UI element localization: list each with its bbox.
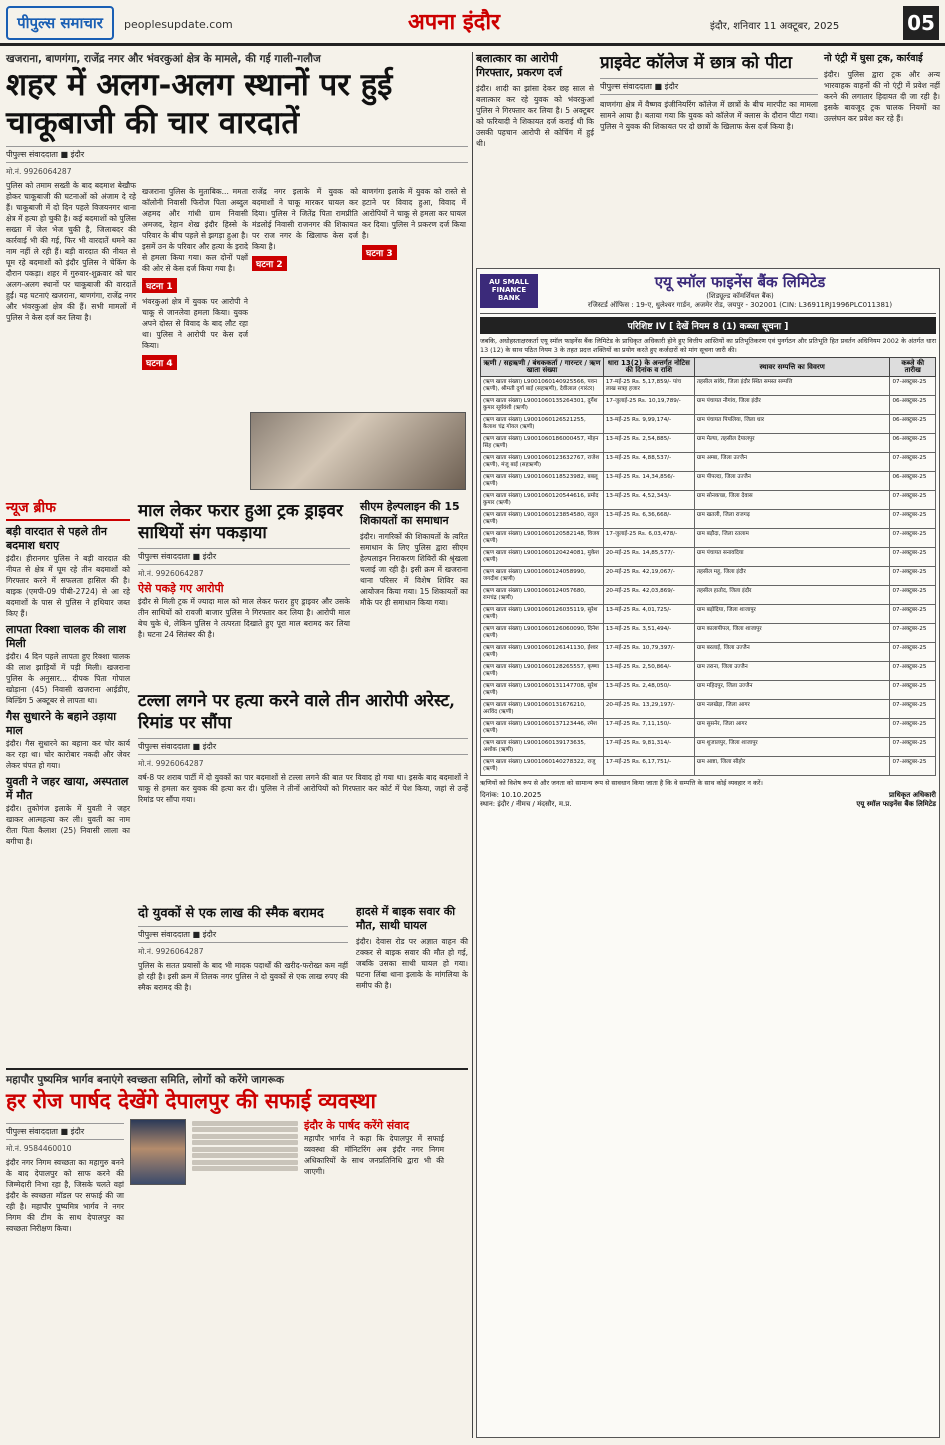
notice-cell-notice: 13-मई-25 Rs. 14,34,856/- <box>603 472 694 491</box>
notice-cell-property: ग्राम बड़ौदा, जिला रतलाम <box>694 529 890 548</box>
incident-3-tag: घटना 3 <box>362 245 397 260</box>
notice-cell-borrower: (ऋण खाता संख्या) L9001060140278322, राजू (ऋणी) <box>481 757 604 776</box>
notice-cell-property: ग्राम बड़ोदिया, जिला शाजापुर <box>694 605 890 624</box>
notice-cell-property: ग्राम नलखेड़ा, जिला आगर <box>694 700 890 719</box>
notice-cell-date: 07-अक्टूबर-25 <box>890 567 936 586</box>
column-divider <box>472 52 473 1438</box>
notice-row <box>481 453 936 472</box>
notice-cell-date: 07-अक्टूबर-25 <box>890 605 936 624</box>
notice-intro: जबकि, अधोहस्ताक्षरकर्ता एयू स्मॉल फाइनेंस बैंक लिमिटेड के प्राधिकृत अधिकारी होने हुए वित्तीय आस्तियों का प्रतिभूतिकरण एवं पुनर्गठन और प्रतिभूति हित प्रवर्तन अधिनियम 2002 के अंतर्गत धारा 13 (12) के साथ पठित नियम 3 के तहत प्रदत्त शक्तियों का प्रयोग करते हुए कर्जदारों को मांग सूचना जारी की। <box>480 337 936 354</box>
notice-cell-property: ग्राम सोनकच्छ, जिला देवास <box>694 491 890 510</box>
notice-row <box>481 396 936 415</box>
section-title: अपना इंदौर <box>408 9 501 35</box>
notice-cell-property: ग्राम मेल्या, तहसील देपालपुर <box>694 434 890 453</box>
murder-body: वर्ष-8 पर शराब पार्टी में दो युवकों का पार बदमाशों से टल्ला लगने की बात पर विवाद हो गया था। इसके बाद बदमाशों ने चाकू से हमला कर युवक की हत्या कर दी। पुलिस ने तीनों आरोपियों को गिरफ्तार कर कोर्ट में पेश किया, जहां से उन्हें रिमांड पर सौंपा गया। <box>138 773 468 804</box>
rape-body: इंदौर। शादी का झांसा देकर छह साल से बलात्कार कर रहे युवक को भंवरकुआं पुलिस ने गिरफ्तार कर लिया है। 5 अक्टूबर को फरियादी ने शिकायत दर्ज कराई थी कि उसकी पहचान आरोपी से कोचिंग में हुई थी। <box>476 84 594 148</box>
notice-cell-date: 07-अक्टूबर-25 <box>890 491 936 510</box>
notice-cell-borrower: (ऋण खाता संख्या) L9001060128265557, कृष्णा (ऋणी) <box>481 662 604 681</box>
lead-body: पुलिस को तमाम सख्ती के बाद बदमाश बेखौफ होकर चाकूबाजी की घटनाओं को अंजाम दे रहे हैं। चाकूबाजी में दो दिन पहले विजयनगर थाना क्षेत्र में हत्या हो चुकी है। कई बदमाशों को पुलिस सख्ता में जेल भेज चुकी है, जिलाबदर की कार्रवाई भी की गई, फिर भी वारदातें थमने का नाम नहीं ले रही हैं। बड़ी वारदात की नीयत से घूम रहे बदमाशों को इंदौर पुलिस ने चेकिंग के दौरान पकड़ा। शहर में गुरुवार-शुक्रवार को चार अलग-अलग स्थानों पर चाकूबाजी की वारदातें हुईं। यह घटनाएं खजराना, बाणगंगा, राजेंद्र नगर और भंवरकुआं क्षेत्र की हैं। सभी मामलों में पुलिस ने केस दर्ज कर लिया है। <box>6 181 136 322</box>
masthead <box>0 0 945 46</box>
notice-cell-date: 07-अक्टूबर-25 <box>890 719 936 738</box>
notice-cell-date: 07-अक्टूबर-25 <box>890 453 936 472</box>
notice-cell-borrower: (ऋण खाता संख्या) L9001060124058990, जगदीश (ऋणी) <box>481 567 604 586</box>
notice-row <box>481 472 936 491</box>
notice-cell-date: 07-अक्टूबर-25 <box>890 586 936 605</box>
notice-cell-borrower: (ऋण खाता संख्या) L9001060126521255, कैलाश चंद्र गोयल (ऋणी) <box>481 415 604 434</box>
accident-story <box>356 905 468 1065</box>
notice-row <box>481 434 936 453</box>
notice-row <box>481 377 936 396</box>
notice-cell-date: 06-अक्टूबर-25 <box>890 434 936 453</box>
bank-possession-notice <box>476 268 940 1438</box>
notice-cell-notice: 17-मई-25 Rs. 5,17,859/- पांच लाख सत्रह हजार <box>603 377 694 396</box>
notice-cell-notice: 13-मई-25 Rs. 4,01,725/- <box>603 605 694 624</box>
notice-cell-notice: 13-मई-25 Rs. 4,88,537/- <box>603 453 694 472</box>
notice-cell-borrower: (ऋण खाता संख्या) L9001060126141130, ईश्वर (ऋणी) <box>481 643 604 662</box>
notice-cell-property: ग्राम अम्बा, जिला उज्जैन <box>694 453 890 472</box>
notice-cell-notice: 20-मई-25 Rs. 42,03,869/- <box>603 586 694 605</box>
mayor-story <box>6 1068 468 1438</box>
notice-cell-date: 07-अक्टूबर-25 <box>890 377 936 396</box>
notice-cell-property: ग्राम आष्टा, जिला सीहोर <box>694 757 890 776</box>
noentry-story <box>824 52 940 262</box>
incident-2-text: राजेंद्र नगर इलाके में युवक को बदमाशों ने चाकू मारकर घायल कर दिया। पुलिस ने जितेंद्र पिता रामप्रीति मंडलोई निवासी राजनगर की शिकायत पर राज नगर के खिलाफ केस दर्ज किया है। <box>252 187 358 251</box>
brief-2-text: इंदौर। 4 दिन पहले लापता हुए रिक्शा चालक की लाश झाड़ियों में पड़ी मिली। खजराना पुलिस के अनुसार... दीपक पिता गोपाल खोड़ाना (45) निवासी खजराना आईडीए, बिल्डिंग 5 अक्टूबर से लापता था। <box>6 652 130 705</box>
mayor-photo <box>130 1119 186 1185</box>
notice-cell-notice: 17-मई-25 Rs. 6,17,751/- <box>603 757 694 776</box>
truck-headline[interactable]: माल लेकर फरार हुआ ट्रक ड्राइवर साथियों संग पकड़ाया <box>138 501 343 543</box>
col-property: स्थावर सम्पत्ति का विवरण <box>694 358 890 377</box>
notice-row <box>481 491 936 510</box>
notice-cell-property: तहसील हातोद, जिला इंदौर <box>694 586 890 605</box>
rape-story <box>476 52 594 262</box>
mayor-body-cont <box>192 1121 298 1172</box>
notice-date: दिनांक: 10.10.2025 <box>480 790 542 799</box>
notice-cell-notice: 17-जुलाई-25 Rs. 10,19,789/- <box>603 396 694 415</box>
murder-mobile: मो.नं. 9926064287 <box>138 759 204 768</box>
smack-mobile: मो.नं. 9926064287 <box>138 947 204 956</box>
notice-row <box>481 757 936 776</box>
notice-cell-date: 06-अक्टूबर-25 <box>890 472 936 491</box>
notice-cell-date: 07-अक्टूबर-25 <box>890 624 936 643</box>
col-date: कब्जे की तारीख <box>890 358 936 377</box>
notice-cell-notice: 20-मई-25 Rs. 42,19,067/- <box>603 567 694 586</box>
truck-byline: पीपुल्स संवाददाता ■ इंदौर <box>138 548 350 565</box>
notice-cell-borrower: (ऋण खाता संख्या) L9001060131676210, अरविंद (ऋणी) <box>481 700 604 719</box>
mayor-body: इंदौर नगर निगम स्वच्छता का महागुरु बनने के बाद देपालपुर को साफ करने की जिम्मेदारी निभा रहा है, जिसके चलते वहां इंदौर के स्वच्छता मॉडल पर सफाई की जा रही है। महापौर पुष्यमित्र भार्गव ने नगर निगम की टीम के साथ देपालपुर का स्वच्छता निरीक्षण किया। <box>6 1158 124 1233</box>
brief-2-headline[interactable]: लापता रिक्शा चालक की लाश मिली <box>6 623 126 650</box>
notice-cell-date: 07-अक्टूबर-25 <box>890 510 936 529</box>
notice-cell-property: ग्राम कालापीपल, जिला शाजापुर <box>694 624 890 643</box>
mayor-kicker: महापौर पुष्यमित्र भार्गव बनाएंगे स्वच्छता समिति, लोगों को करेंगे जागरूक <box>6 1074 284 1086</box>
notice-cell-property: ग्राम खतली, जिला राजगढ़ <box>694 510 890 529</box>
notice-place: स्थान: इंदौर / नीमच / मंदसौर, म.प्र. <box>480 799 572 808</box>
notice-cell-notice: 13-मई-25 Rs. 4,52,343/- <box>603 491 694 510</box>
notice-cell-date: 07-अक्टूबर-25 <box>890 757 936 776</box>
notice-cell-date: 06-अक्टूबर-25 <box>890 396 936 415</box>
notice-row <box>481 529 936 548</box>
notice-cell-date: 07-अक्टूबर-25 <box>890 662 936 681</box>
notice-cell-notice: 13-मई-25 Rs. 2,54,885/- <box>603 434 694 453</box>
brief-1-text: इंदौर। हीरानगर पुलिस ने बड़ी वारदात की नीयत से क्षेत्र में घूम रहे तीन बदमाशों को गिरफ्तार करने में सफलता हासिल की है। बाइक (एमपी-09 पीबी-2724) से आ रहे बदमाशों के पास से पुलिस ने हथियार जब्त किए हैं। <box>6 554 130 618</box>
brief-4-text: इंदौर। तुकोगंज इलाके में युवती ने जहर खाकर आत्महत्या कर ली। युवती का नाम रीता पिता कैलाश (25) निवासी लाला का बगीचा है। <box>6 804 130 846</box>
notice-cell-borrower: (ऋण खाता संख्या) L9001060124057680, रामचंद्र (ऋणी) <box>481 586 604 605</box>
murder-byline: पीपुल्स संवाददाता ■ इंदौर <box>138 738 468 755</box>
notice-cell-borrower: (ऋण खाता संख्या) L9001060123632767, राजेश (ऋणी), मंजू बाई (सहऋणी) <box>481 453 604 472</box>
notice-row <box>481 605 936 624</box>
notice-cell-borrower: (ऋण खाता संख्या) L9001060123854580, राहुल (ऋणी) <box>481 510 604 529</box>
lead-headline[interactable]: शहर में अलग-अलग स्थानों पर हुई चाकूबाजी की चार वारदातें <box>6 67 393 141</box>
notice-cell-notice: 17-जुलाई-25 Rs. 6,03,478/- <box>603 529 694 548</box>
smack-byline: पीपुल्स संवाददाता ■ इंदौर <box>138 926 348 943</box>
notice-table <box>480 357 936 776</box>
notice-cell-property: ग्राम बरलाई, जिला उज्जैन <box>694 643 890 662</box>
helpline-body: इंदौर। नागरिकों की शिकायतों के त्वरित समाधान के लिए पुलिस द्वारा सीएम हेल्पलाइन निराकरण शिविरों की श्रृंखला चलाई जा रही है। इसी क्रम में खजराना थाना परिसर में विशेष शिविर का आयोजन किया गया। 15 शिकायतों का मौके पर ही समाधान किया गया। <box>360 532 468 607</box>
notice-cell-date: 07-अक्टूबर-25 <box>890 738 936 757</box>
notice-cell-property: ग्राम सुसनेर, जिला आगर <box>694 719 890 738</box>
notice-cell-property: तहसील महू, जिला इंदौर <box>694 567 890 586</box>
notice-cell-date: 07-अक्टूबर-25 <box>890 548 936 567</box>
crime-scene-photo <box>250 412 466 490</box>
notice-row <box>481 700 936 719</box>
notice-cell-property: ग्राम पीपल्दा, जिला उज्जैन <box>694 472 890 491</box>
college-headline[interactable]: प्राइवेट कॉलेज में छात्र को पीटा <box>600 53 792 73</box>
notice-row <box>481 548 936 567</box>
notice-cell-date: 07-अक्टूबर-25 <box>890 681 936 700</box>
notice-cell-notice: 20-मई-25 Rs. 14,85,577/- <box>603 548 694 567</box>
col-borrower: ऋणी / सहऋणी / बंधककर्ता / गारन्टर / ऋण खाता संख्या <box>481 358 604 377</box>
incident-1-text: खजराना पुलिस के मुताबिक... ममता कॉलोनी निवासी फिरोज पिता अब्दुल अहमद और गांधी ग्राम निवासी अमजद, रेहान शेख इंदौर हिस्से के परिवार के बीच पहले से झगड़ा हुआ है। इसमें उन के परिवार और हत्या के इरादे से हमला किया गया। कल दोनों पक्षों की ओर से केस दर्ज किया गया है। <box>142 187 248 273</box>
lead-mobile: मो.नं. 9926064287 <box>6 167 72 176</box>
notice-cell-notice: 13-मई-25 Rs. 2,48,050/- <box>603 681 694 700</box>
notice-cell-property: ग्राम महिदपुर, जिला उज्जैन <box>694 681 890 700</box>
signatory-org: एयू स्मॉल फाइनेंस बैंक लिमिटेड <box>856 799 936 808</box>
noentry-body: इंदौर। पुलिस द्वारा ट्रक और अन्य भारवाहक वाहनों की नो एंट्री में प्रवेश नहीं करने की लगातार हिदायत दी जा रही है। इसके बावजूद ट्रक चालक नियमों का उल्लंघन कर प्रवेश कर रहे हैं। <box>824 70 940 123</box>
notice-cell-borrower: (ऋण खाता संख्या) L9001060135264301, दुर्गेश कुमार सूर्यवंशी (ऋणी) <box>481 396 604 415</box>
lead-byline: पीपुल्स संवाददाता ■ इंदौर <box>6 146 468 163</box>
notice-cell-property: ग्राम तराना, जिला उज्जैन <box>694 662 890 681</box>
incident-3-text: बाणगंगा इलाके में युवक को रास्ते से हटाने पर विवाद हुआ, विवाद में आरोपियों ने चाकू से हमला कर घायल कर दिया। पुलिस ने प्रकरण दर्ज किया है। <box>362 187 466 240</box>
notice-cell-property: ग्राम पंचायत पिपलिया, जिला धार <box>694 415 890 434</box>
notice-cell-property: ग्राम शुजालपुर, जिला शाजापुर <box>694 738 890 757</box>
ad-address: रजिस्टर्ड ऑफिस : 19-ए, धुलेश्वर गार्डन, अजमेर रोड, जयपुर - 302001 (CIN: L36911RJ1996PLC011381) <box>587 301 893 309</box>
notice-cell-borrower: (ऋण खाता संख्या) L9001060139173635, अशोक (ऋणी) <box>481 738 604 757</box>
mayor-side-headline[interactable]: इंदौर के पार्षद करेंगे संवाद <box>304 1119 410 1132</box>
notice-footer: ऋणियों को विशेष रूप से और जनता को सामान्य रूप से सावधान किया जाता है कि वे सम्पत्ति के साथ कोई व्यवहार न करें। <box>480 779 763 787</box>
notice-row <box>481 510 936 529</box>
incident-2-tag: घटना 2 <box>252 256 287 271</box>
newspaper-logo[interactable]: पीपुल्स समाचार <box>6 6 114 40</box>
accident-body: इंदौर। देवास रोड पर अज्ञात वाहन की टक्कर से बाइक सवार की मौत हो गई, जबकि उसका साथी घायल हो गया। घटना लिंबा थाना इलाके के मांगलिया के समीप की है। <box>356 937 468 990</box>
ad-title: एयू स्मॉल फाइनेंस बैंक लिमिटेड <box>654 273 826 291</box>
truck-mobile: मो.नं. 9926064287 <box>138 569 204 578</box>
dateline: इंदौर, शनिवार 11 अक्टूबर, 2025 <box>710 21 840 32</box>
notice-cell-borrower: (ऋण खाता संख्या) L9001060186000457, मोहन सिंह (ऋणी) <box>481 434 604 453</box>
brief-3-text: इंदौर। गैस सुधारने का बहाना कर चोर कार्य कर रहा था। चोर कारोबार नकदी और जेवर लेकर चंपत हो गया। <box>6 739 130 770</box>
notice-rows <box>481 377 936 776</box>
notice-cell-notice: 17-मई-25 Rs. 7,11,150/- <box>603 719 694 738</box>
smack-story <box>138 905 348 1065</box>
website-url[interactable]: peoplesupdate.com <box>124 18 233 31</box>
notice-cell-borrower: (ऋण खाता संख्या) L9001060126035119, सुरेश (ऋणी) <box>481 605 604 624</box>
notice-row <box>481 643 936 662</box>
notice-cell-borrower: (ऋण खाता संख्या) L9001060120424081, मुकेश (ऋणी) <box>481 548 604 567</box>
notice-row <box>481 719 936 738</box>
notice-cell-date: 07-अक्टूबर-25 <box>890 529 936 548</box>
lead-kicker: खजराना, बाणगंगा, राजेंद्र नगर और भंवरकुआं क्षेत्र के मामले, की गई गाली-गलौज <box>6 53 321 65</box>
noentry-headline[interactable]: नो एंट्री में घुसा ट्रक, कार्रवाई <box>824 53 923 64</box>
truck-body: इंदौर से मिली ट्रक में ज्यादा माल को माल लेकर फरार हुए ड्राइवर और उसके तीन साथियों को रावजी बाजार पुलिस ने गिरफ्तार कर लिया है। आरोपी माल बेच चुके थे, लेकिन पुलिस ने तत्परता दिखाते हुए पूरा माल बरामद कर लिया है। घटना 24 सितंबर की है। <box>138 597 350 639</box>
notice-row <box>481 415 936 434</box>
notice-row <box>481 567 936 586</box>
smack-body: पुलिस के सतत प्रयासों के बाद भी मादक पदार्थों की खरीद-फरोख्त कम नहीं हो रही है। इसी क्रम में तिलक नगर पुलिस ने दो युवकों से एक लाख रुपए की स्मैक बरामद की है। <box>138 961 348 992</box>
notice-cell-date: 06-अक्टूबर-25 <box>890 415 936 434</box>
notice-row <box>481 624 936 643</box>
helpline-story <box>360 500 468 680</box>
notice-tag: परिशिष्ट IV [ देखें नियम 8 (1) कब्जा सूचना ] <box>480 317 936 334</box>
notice-cell-date: 07-अक्टूबर-25 <box>890 643 936 662</box>
incident-4-tag: घटना 4 <box>142 355 177 370</box>
helpline-headline[interactable]: सीएम हेल्पलाइन की 15 शिकायतों का समाधान <box>360 500 460 527</box>
incident-4-text: भंवरकुआं क्षेत्र में युवक पर आरोपी ने चाकू से जानलेवा हमला किया। युवक अपने दोस्त से विवाद के बाद लौट रहा था। पुलिस ने आरोपी पर केस दर्ज किया। <box>142 297 248 350</box>
mayor-mobile: मो.नं. 9584460010 <box>6 1144 72 1153</box>
brief-1-headline[interactable]: बड़ी वारदात से पहले तीन बदमाश धराए <box>6 525 107 552</box>
brief-4-headline[interactable]: युवती ने जहर खाया, अस्पताल में मौत <box>6 775 129 802</box>
notice-cell-property: तहसील सांवेर, जिला इंदौर स्थित समस्त सम्पत्ति <box>694 377 890 396</box>
notice-cell-notice: 13-मई-25 Rs. 2,50,864/- <box>603 662 694 681</box>
mayor-side-body: महापौर भार्गव ने कहा कि देपालपुर में सफाई व्यवस्था की मॉनिटरिंग अब इंदौर नगर निगम अधिकारियों के साथ जनप्रतिनिधि द्वारा भी की जाएगी। <box>304 1134 444 1176</box>
signatory-title: प्राधिकृत अधिकारी <box>888 790 936 799</box>
notice-cell-date: 07-अक्टूबर-25 <box>890 700 936 719</box>
accident-headline[interactable]: हादसे में बाइक सवार की मौत, साथी घायल <box>356 905 456 932</box>
notice-cell-borrower: (ऋण खाता संख्या) L9001060118523982, बबलू (ऋणी) <box>481 472 604 491</box>
brief-3-headline[interactable]: गैस सुधारने के बहाने उड़ाया माल <box>6 710 117 737</box>
college-byline: पीपुल्स संवाददाता ■ इंदौर <box>600 78 818 95</box>
incident-1-tag: घटना 1 <box>142 278 177 293</box>
college-story <box>600 52 818 262</box>
notice-cell-borrower: (ऋण खाता संख्या) L9001060120582148, विजय (ऋणी) <box>481 529 604 548</box>
college-body: बाणगंगा क्षेत्र में वैष्णव इंजीनियरिंग कॉलेज में छात्रों के बीच मारपीट का मामला सामने आया है। बताया गया कि युवक को कॉलेज में क्लास के दौरान पीटा गया। पुलिस ने युवक की शिकायत पर दो छात्रों के खिलाफ केस दर्ज किया है। <box>600 100 818 131</box>
notice-cell-borrower: (ऋण खाता संख्या) L9001060126060090, दिनेश (ऋणी) <box>481 624 604 643</box>
notice-cell-notice: 13-मई-25 Rs. 3,51,494/- <box>603 624 694 643</box>
murder-story <box>138 690 468 900</box>
mayor-byline: पीपुल्स संवाददाता ■ इंदौर <box>6 1123 124 1140</box>
notice-row <box>481 738 936 757</box>
notice-row <box>481 586 936 605</box>
notice-cell-borrower: (ऋण खाता संख्या) L9001060131147708, सुरेश (ऋणी) <box>481 681 604 700</box>
col-notice: धारा 13(2) के अन्तर्गत नोटिस की दिनांक व राशि <box>603 358 694 377</box>
murder-headline[interactable]: टल्ला लगने पर हत्या करने वाले तीन आरोपी अरेस्ट, रिमांड पर सौंपा <box>138 691 456 733</box>
notice-cell-borrower: (ऋण खाता संख्या) L9001060140925566, पवन (ऋणी), श्रीमती दुर्गा बाई (सहऋणी), देवीलाल (गारंटर) <box>481 377 604 396</box>
smack-headline[interactable]: दो युवकों से एक लाख की स्मैक बरामद <box>138 906 324 921</box>
page-number: 05 <box>903 6 939 40</box>
notice-cell-notice: 20-मई-25 Rs. 13,29,197/- <box>603 700 694 719</box>
notice-cell-notice: 17-मई-25 Rs. 10,79,397/- <box>603 643 694 662</box>
notice-cell-notice: 13-मई-25 Rs. 6,36,668/- <box>603 510 694 529</box>
au-bank-logo: AU SMALL FINANCE BANK <box>480 274 538 308</box>
notice-row <box>481 662 936 681</box>
mayor-headline[interactable]: हर रोज पार्षद देखेंगे देपालपुर की सफाई व्यवस्था <box>6 1088 376 1113</box>
news-brief-label: न्यूज ब्रीफ <box>6 498 130 521</box>
ad-subtitle: (शिड्यूल्ड कॉमर्शियल बैंक) <box>706 292 774 300</box>
rape-headline[interactable]: बलात्कार का आरोपी गिरफ्तार, प्रकरण दर्ज <box>476 52 563 79</box>
truck-subhead: ऐसे पकड़े गए आरोपी <box>138 582 224 595</box>
notice-cell-property: ग्राम पंचायत सनावदिया <box>694 548 890 567</box>
truck-story <box>138 500 350 680</box>
notice-cell-borrower: (ऋण खाता संख्या) L9001060137123446, रमेश (ऋणी) <box>481 719 604 738</box>
notice-cell-property: ग्राम पंचायत नौगांव, जिला इंदौर <box>694 396 890 415</box>
news-brief-column <box>6 498 130 1058</box>
notice-cell-notice: 13-मई-25 Rs. 9,99,174/- <box>603 415 694 434</box>
notice-cell-notice: 17-मई-25 Rs. 9,81,314/- <box>603 738 694 757</box>
notice-cell-borrower: (ऋण खाता संख्या) L9001060120544616, प्रमोद कुमार (ऋणी) <box>481 491 604 510</box>
notice-row <box>481 681 936 700</box>
